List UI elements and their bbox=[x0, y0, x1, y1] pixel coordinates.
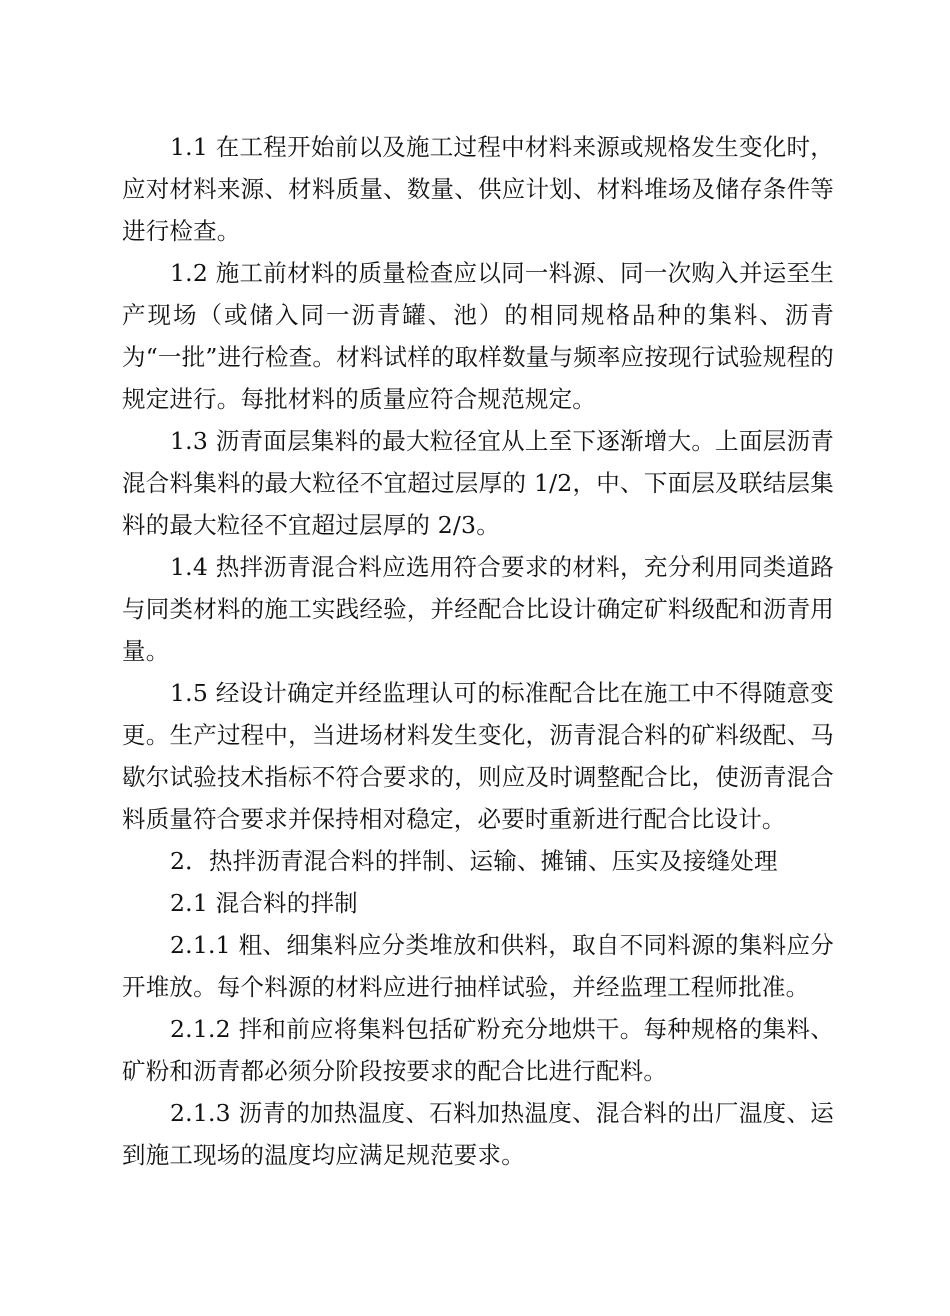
paragraph-2-1-1: 2.1.1 粗、细集料应分类堆放和供料，取自不同料源的集料应分开堆放。每个料源的材料应进行抽样试验，并经监理工程师批准。 bbox=[122, 931, 834, 1001]
paragraph-1-3: 1.3 沥青面层集料的最大粒径宜从上至下逐渐增大。上面层沥青混合料集料的最大粒径不宜超过层厚的 1/2，中、下面层及联结层集料的最大粒径不宜超过层厚的 2/3。 bbox=[122, 427, 834, 539]
subsection-heading-2-1: 2.1 混合料的拌制 bbox=[170, 889, 358, 917]
document-body bbox=[122, 126, 834, 1176]
paragraph-1-1: 1.1 在工程开始前以及施工过程中材料来源或规格发生变化时，应对材料来源、材料质量、数量、供应计划、材料堆场及储存条件等进行检查。 bbox=[122, 133, 834, 245]
section-heading-2: 2．热拌沥青混合料的拌制、运输、摊铺、压实及接缝处理 bbox=[170, 847, 778, 875]
paragraph-1-4: 1.4 热拌沥青混合料应选用符合要求的材料，充分利用同类道路与同类材料的施工实践经验，并经配合比设计确定矿料级配和沥青用量。 bbox=[122, 553, 834, 665]
paragraph-2-1-2: 2.1.2 拌和前应将集料包括矿粉充分地烘干。每种规格的集料、矿粉和沥青都必须分阶段按要求的配合比进行配料。 bbox=[122, 1015, 834, 1085]
paragraph-1-2: 1.2 施工前材料的质量检查应以同一料源、同一次购入并运至生产现场（或储入同一沥青罐、池）的相同规格品种的集料、沥青为“一批”进行检查。材料试样的取样数量与频率应按现行试验规程的规定进行。每批材料的质量应符合规范规定。 bbox=[122, 259, 834, 413]
paragraph-1-5: 1.5 经设计确定并经监理认可的标准配合比在施工中不得随意变更。生产过程中，当进场材料发生变化，沥青混合料的矿料级配、马歇尔试验技术指标不符合要求的，则应及时调整配合比，使沥青混合料质量符合要求并保持相对稳定，必要时重新进行配合比设计。 bbox=[122, 679, 834, 833]
paragraph-2-1-3: 2.1.3 沥青的加热温度、石料加热温度、混合料的出厂温度、运到施工现场的温度均应满足规范要求。 bbox=[122, 1099, 834, 1169]
